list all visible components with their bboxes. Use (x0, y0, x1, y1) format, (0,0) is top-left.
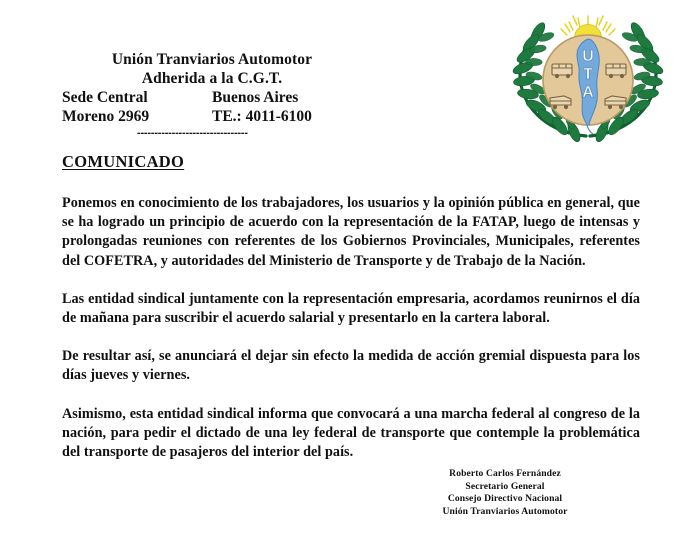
address-block (62, 88, 362, 126)
office-label: Sede Central (62, 89, 148, 106)
signature-block (390, 468, 620, 518)
dashed-divider: -------------------------------- (137, 128, 248, 139)
paragraph: De resultar así, se anunciará el dejar sin efecto la medida de acción gremial dispuesta para los días jueves y viernes. (62, 348, 640, 384)
uta-letter-a: A (582, 84, 594, 101)
page-title: COMUNICADO (62, 152, 185, 171)
uta-logo (508, 12, 668, 144)
org-affiliation-line: Adherida a la C.G.T. (141, 70, 283, 87)
address-row (62, 107, 362, 126)
document-body (62, 152, 640, 462)
street-address: Moreno 2969 (62, 108, 150, 125)
uta-letters (582, 48, 594, 101)
city-label: Buenos Aires (212, 89, 299, 106)
phone-number: TE.: 4011-6100 (212, 108, 312, 125)
address-row (62, 88, 362, 107)
uta-letter-t: T (583, 66, 593, 83)
signatory-name: Roberto Carlos Fernández (449, 468, 561, 479)
org-name-line: Unión Tranviarios Automotor (111, 51, 313, 68)
letterhead (0, 0, 700, 150)
paragraph: Ponemos en conocimiento de los trabajadores, los usuarios y la opinión pública en general, que se ha logrado un principio de acuerdo con la representación de la FATAP, luego de intensas y prolongadas reuniones con referentes de los Gobiernos Provinciales, Municipales, referentes del COFETRA, y autoridades del Ministerio de Transporte y de Trabajo de la Nación. (62, 195, 640, 269)
uta-letter-u: U (582, 48, 594, 65)
paragraph: Las entidad sindical juntamente con la representación empresaria, acordamos reunirnos el día de mañana para suscribir el acuerdo salarial y presentarlo en la cartera laboral. (62, 290, 640, 327)
signatory-org: Unión Tranviarios Automotor (442, 505, 568, 517)
signatory-title: Secretario General (465, 480, 545, 492)
paragraph: Asimismo, esta entidad sindical informa que convocará a una marcha federal al congreso de la nación, para pedir el dictado de una ley federal de transporte que contemple la problemática del transporte de pasajeros del interior del país. (62, 405, 640, 461)
signatory-body: Consejo Directivo Nacional (447, 493, 563, 505)
uta-emblem-icon (508, 12, 668, 144)
organization-masthead (62, 50, 362, 88)
